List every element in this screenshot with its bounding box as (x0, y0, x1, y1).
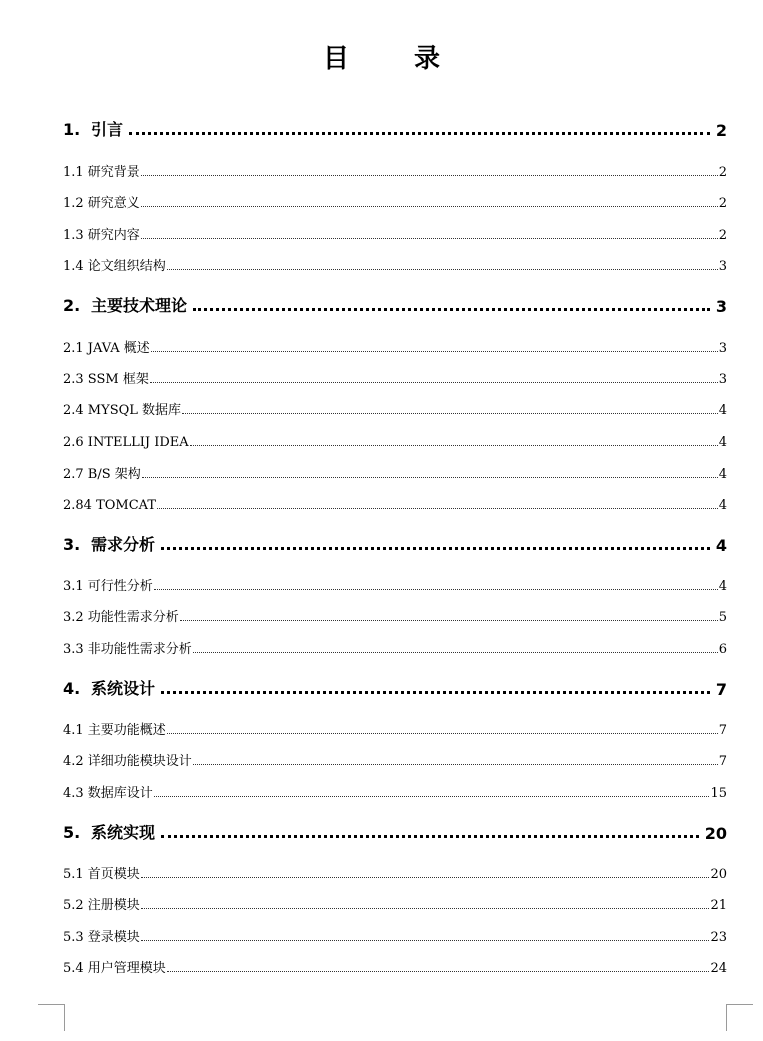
toc-entry-label: 2.4 MYSQL 数据库 (63, 403, 182, 418)
toc-page-number: 7 (715, 680, 727, 699)
toc-entry-label: 1.2 研究意义 (63, 196, 140, 211)
toc-entry-1-4[interactable] (63, 256, 727, 274)
toc-entry-label: 2.84 TOMCAT (63, 498, 157, 513)
toc-chapter-title: 引言 (91, 120, 124, 139)
toc-leader (167, 269, 718, 270)
toc-chapter-1[interactable] (63, 118, 727, 140)
toc-page-number: 3 (718, 259, 727, 274)
toc-entry-2-6[interactable] (63, 432, 727, 450)
toc-leader (142, 477, 718, 478)
toc-entry-label: 2.7 B/S 架构 (63, 467, 141, 482)
toc-page-number: 6 (718, 642, 727, 657)
toc-chapter-number: 1. (63, 120, 81, 139)
toc-leader (129, 132, 710, 135)
toc-entry-1-3[interactable] (63, 225, 727, 243)
toc-chapter-2[interactable] (63, 294, 727, 316)
toc-entry-label: 4.3 数据库设计 (63, 786, 153, 801)
toc-page-number: 23 (710, 930, 727, 945)
toc-entry-4-2[interactable] (63, 751, 727, 769)
toc-chapter-label (63, 117, 123, 140)
toc-chapter-number: 2. (63, 296, 81, 315)
toc-page-number: 20 (704, 824, 727, 843)
toc-leader (161, 691, 710, 694)
toc-entry-2-84[interactable] (63, 495, 727, 513)
toc-entry-4-1[interactable] (63, 720, 727, 738)
toc-leader (157, 508, 718, 509)
toc-leader (154, 589, 718, 590)
toc-chapter-label (63, 532, 155, 555)
toc-page-number: 5 (718, 610, 727, 625)
toc-page-number: 2 (715, 121, 727, 140)
toc-page-number: 4 (715, 536, 727, 555)
toc-page-number: 20 (710, 867, 727, 882)
toc-chapter-label (63, 293, 187, 316)
toc-leader (141, 940, 710, 941)
toc-entry-4-3[interactable] (63, 783, 727, 801)
toc-page-number: 4 (718, 435, 727, 450)
toc-entry-2-3[interactable] (63, 369, 727, 387)
toc-entry-label: 5.1 首页模块 (63, 867, 140, 882)
toc-leader (182, 413, 718, 414)
toc-leader (150, 382, 718, 383)
toc-page-number: 2 (718, 196, 727, 211)
toc-leader (167, 733, 718, 734)
toc-leader (193, 652, 718, 653)
page-corner-mark-right (726, 1004, 753, 1031)
toc-page-number: 2 (718, 165, 727, 180)
toc-page-number: 21 (710, 898, 727, 913)
toc-entry-3-3[interactable] (63, 639, 727, 657)
toc-page-number: 3 (718, 372, 727, 387)
toc-leader (141, 908, 710, 909)
toc-entry-1-2[interactable] (63, 193, 727, 211)
toc-page-number: 2 (718, 228, 727, 243)
toc-entry-5-2[interactable] (63, 895, 727, 913)
toc-entry-3-2[interactable] (63, 607, 727, 625)
toc-page-number: 4 (718, 498, 727, 513)
toc-chapter-title: 主要技术理论 (91, 296, 188, 315)
toc-entry-5-3[interactable] (63, 927, 727, 945)
toc-page-number: 3 (718, 341, 727, 356)
toc-entry-label: 4.2 详细功能模块设计 (63, 754, 192, 769)
toc-leader (193, 764, 718, 765)
toc-entry-5-4[interactable] (63, 958, 727, 976)
toc-entry-label: 5.4 用户管理模块 (63, 961, 166, 976)
toc-leader (141, 877, 710, 878)
toc-leader (190, 445, 718, 446)
toc-entry-2-1[interactable] (63, 338, 727, 356)
toc-leader (154, 796, 710, 797)
toc-chapter-title: 需求分析 (91, 535, 156, 554)
toc-entry-label: 2.3 SSM 框架 (63, 372, 149, 387)
toc-chapter-number: 3. (63, 535, 81, 554)
toc-leader (141, 238, 718, 239)
toc-chapter-title: 系统设计 (91, 679, 156, 698)
toc-entry-label: 2.1 JAVA 概述 (63, 341, 150, 356)
toc-page-number: 3 (715, 297, 727, 316)
toc-entry-label: 3.1 可行性分析 (63, 579, 153, 594)
toc-chapter-4[interactable] (63, 677, 727, 699)
toc-leader (141, 206, 718, 207)
toc-chapter-number: 4. (63, 679, 81, 698)
toc-entry-label: 1.3 研究内容 (63, 228, 140, 243)
toc-page-number: 4 (718, 579, 727, 594)
page-title: 目 录 (322, 44, 469, 74)
toc-chapter-3[interactable] (63, 533, 727, 555)
toc-entry-label: 2.6 INTELLIJ IDEA (63, 435, 189, 450)
toc-chapter-5[interactable] (63, 821, 727, 843)
toc-leader (167, 971, 710, 972)
toc-entry-5-1[interactable] (63, 864, 727, 882)
toc-page-number: 4 (718, 403, 727, 418)
toc-entry-3-1[interactable] (63, 576, 727, 594)
toc-leader (161, 835, 699, 838)
toc-page-number: 4 (718, 467, 727, 482)
toc-entry-2-7[interactable] (63, 464, 727, 482)
toc-chapter-label (63, 820, 155, 843)
toc-page-number: 24 (710, 961, 727, 976)
toc-entry-1-1[interactable] (63, 162, 727, 180)
toc-entry-2-4[interactable] (63, 400, 727, 418)
page-corner-mark-left (38, 1004, 65, 1031)
toc-leader (161, 547, 710, 550)
toc-entry-label: 5.2 注册模块 (63, 898, 140, 913)
toc-chapter-label (63, 676, 155, 699)
toc-entry-label: 4.1 主要功能概述 (63, 723, 166, 738)
toc-page-number: 7 (718, 754, 727, 769)
toc-leader (151, 351, 718, 352)
toc-chapter-number: 5. (63, 823, 81, 842)
toc-entry-label: 1.1 研究背景 (63, 165, 140, 180)
toc-page-number: 7 (718, 723, 727, 738)
toc-entry-label: 5.3 登录模块 (63, 930, 140, 945)
toc-entry-label: 3.2 功能性需求分析 (63, 610, 179, 625)
toc-entry-label: 3.3 非功能性需求分析 (63, 642, 192, 657)
toc-leader (193, 308, 710, 311)
toc-page-number: 15 (710, 786, 727, 801)
toc-entry-label: 1.4 论文组织结构 (63, 259, 166, 274)
toc-leader (180, 620, 718, 621)
toc-leader (141, 175, 718, 176)
toc-chapter-title: 系统实现 (91, 823, 156, 842)
